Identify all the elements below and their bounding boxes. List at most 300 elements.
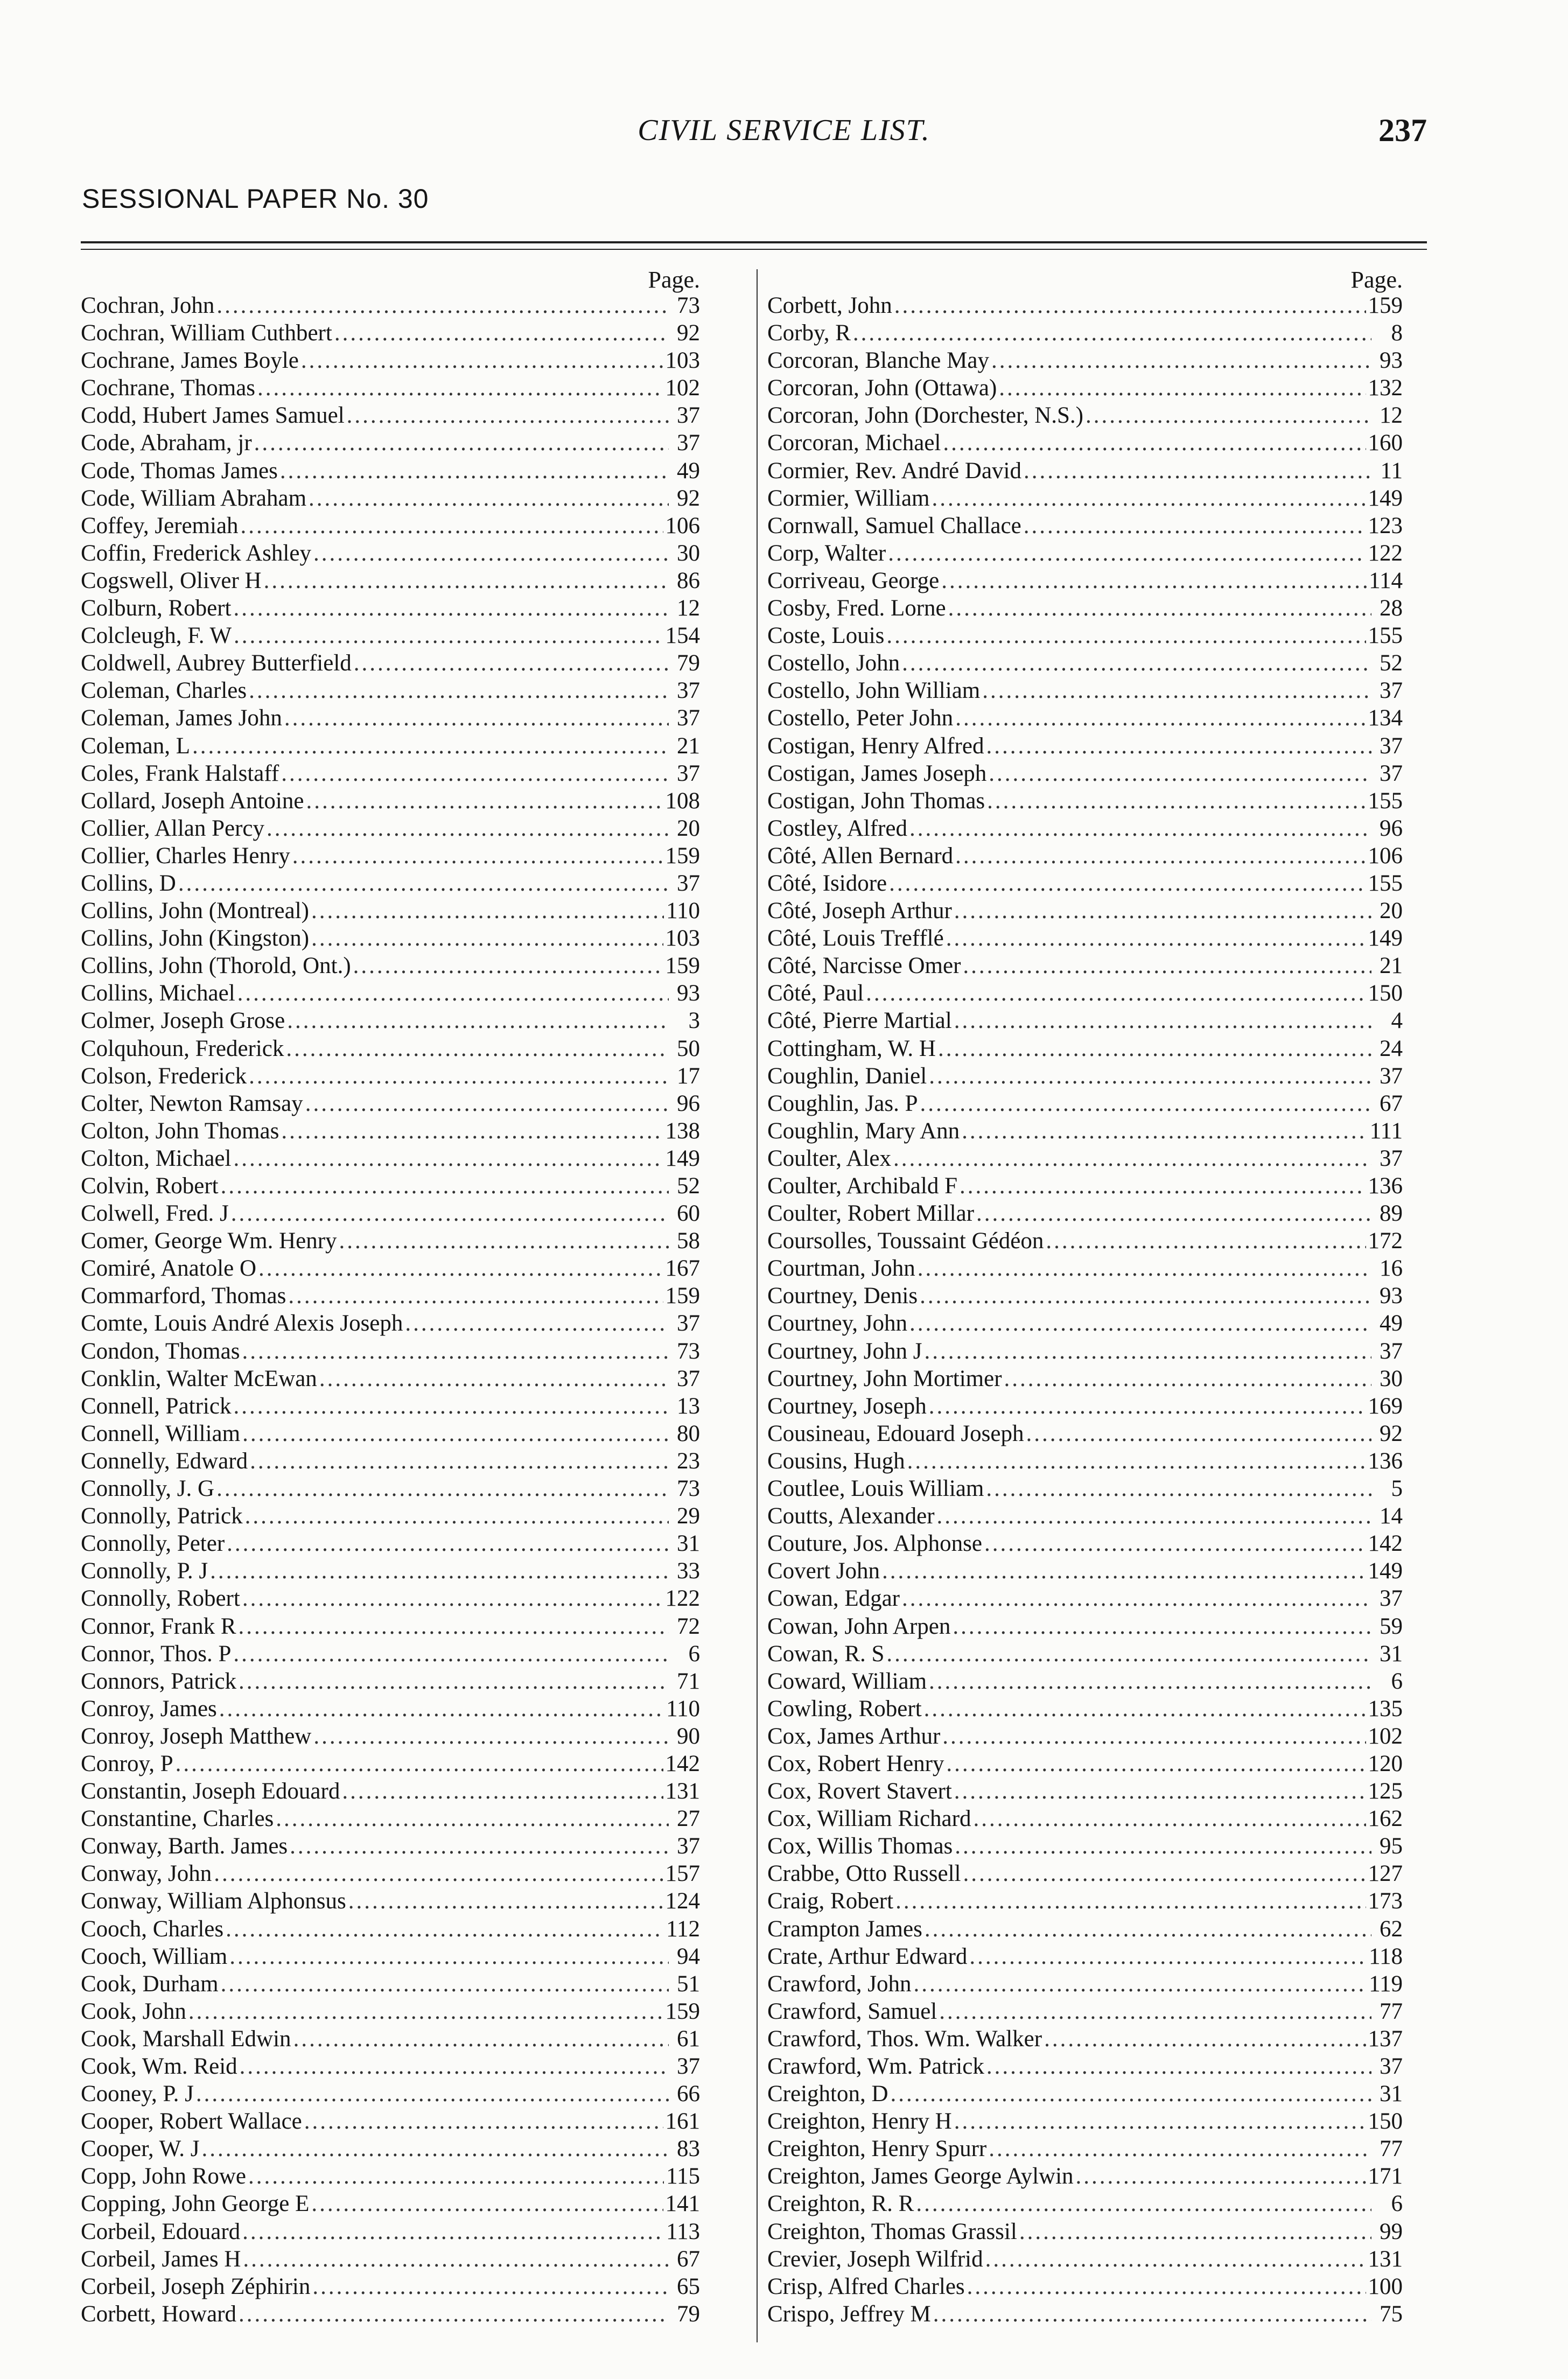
dot-leader [301, 347, 663, 374]
entry-name: Cox, James Arthur [767, 1723, 941, 1749]
entry-name: Coughlin, Mary Ann [767, 1118, 960, 1144]
entry-name: Cooper, W. J [81, 2136, 200, 2162]
dot-leader [348, 1887, 663, 1915]
entry-name: Cooper, Robert Wallace [81, 2109, 302, 2135]
entry-page: 141 [665, 2191, 700, 2217]
entry-name: Courtney, John [767, 1311, 907, 1337]
entry-page: 66 [677, 2081, 700, 2107]
entry-page: 31 [1380, 1641, 1403, 1667]
entry-name: Courtney, Denis [767, 1283, 918, 1309]
list-item [81, 1832, 700, 1860]
list-item [81, 540, 700, 567]
dot-leader [1086, 402, 1371, 429]
list-item [767, 2273, 1403, 2300]
entry-page: 37 [677, 403, 700, 429]
list-item [81, 594, 700, 622]
entry-name: Cox, William Richard [767, 1806, 971, 1832]
entry-page: 92 [677, 485, 700, 511]
entry-name: Constantine, Charles [81, 1806, 274, 1832]
entry-page: 155 [1368, 870, 1403, 896]
list-item [81, 1640, 700, 1668]
entry-name: Cook, Marshall Edwin [81, 2026, 291, 2052]
entry-page: 150 [1368, 2109, 1403, 2135]
entry-page: 122 [665, 1586, 700, 1612]
dot-leader [219, 1695, 664, 1723]
list-item [767, 1778, 1403, 1805]
entry-page: 8 [1391, 320, 1403, 346]
list-item [767, 2025, 1403, 2053]
entry-page: 123 [1368, 513, 1403, 538]
list-item [81, 870, 700, 897]
dot-leader [1076, 2163, 1366, 2190]
dot-leader [201, 2135, 669, 2163]
dot-leader [891, 2080, 1371, 2108]
entry-name: Connor, Thos. P [81, 1641, 232, 1667]
dot-leader [954, 1778, 1366, 1805]
dot-leader [924, 1338, 1371, 1365]
list-item [767, 567, 1403, 594]
entry-page: 167 [665, 1256, 700, 1282]
list-item [81, 1145, 700, 1172]
entry-name: Connor, Frank R [81, 1613, 236, 1639]
entry-name: Coward, William [767, 1668, 927, 1694]
dot-leader [243, 2245, 669, 2273]
list-item [81, 1778, 700, 1805]
entry-page: 136 [1368, 1448, 1403, 1474]
dot-leader [916, 2190, 1371, 2217]
entry-page: 159 [665, 953, 700, 979]
list-item [81, 925, 700, 952]
dot-leader [914, 1970, 1367, 1998]
list-item [767, 1062, 1403, 1090]
entry-page: 108 [665, 788, 700, 814]
dot-leader [1026, 1420, 1371, 1447]
entry-list [767, 292, 1403, 2328]
entry-page: 86 [677, 568, 700, 593]
entry-name: Crawford, Wm. Patrick [767, 2054, 984, 2079]
list-item [767, 2163, 1403, 2190]
entry-name: Corbett, Howard [81, 2301, 236, 2327]
entry-page: 49 [1380, 1311, 1403, 1337]
entry-name: Corcoran, Michael [767, 430, 941, 456]
dot-leader [962, 1117, 1368, 1145]
entry-name: Conklin, Walter McEwan [81, 1366, 317, 1391]
list-item [81, 1365, 700, 1393]
entry-name: Courtney, John Mortimer [767, 1366, 1002, 1391]
dot-leader [313, 540, 669, 567]
list-item [767, 2300, 1403, 2328]
dot-leader [929, 1393, 1366, 1420]
entry-page: 110 [666, 898, 700, 924]
header-rule-thin [81, 249, 1427, 250]
list-item [767, 1640, 1403, 1668]
dot-leader [229, 1943, 669, 1970]
entry-name: Coleman, Charles [81, 678, 247, 704]
entry-page: 161 [665, 2109, 700, 2135]
entry-page: 100 [1368, 2273, 1403, 2299]
dot-leader [342, 1778, 663, 1805]
list-item [767, 1585, 1403, 1612]
entry-page: 138 [665, 1118, 700, 1144]
dot-leader [909, 1310, 1371, 1337]
entry-page: 149 [1368, 1558, 1403, 1584]
dot-leader [969, 1943, 1367, 1970]
entry-page: 67 [1380, 1090, 1403, 1116]
entry-page: 106 [665, 513, 700, 538]
dot-leader [954, 1007, 1371, 1034]
entry-page: 16 [1380, 1256, 1403, 1282]
entry-page: 160 [1368, 430, 1403, 456]
list-item [767, 2135, 1403, 2163]
entry-page: 80 [677, 1421, 700, 1446]
list-item [81, 1530, 700, 1557]
entry-page: 119 [1369, 1971, 1403, 1997]
entry-page: 142 [665, 1751, 700, 1776]
entry-page: 159 [665, 1998, 700, 2024]
list-item [767, 1832, 1403, 1860]
dot-leader [894, 292, 1366, 319]
dot-leader [242, 1585, 663, 1612]
entry-page: 96 [677, 1090, 700, 1116]
list-item [767, 1255, 1403, 1282]
dot-leader [902, 649, 1371, 677]
entry-name: Collier, Allan Percy [81, 815, 265, 841]
dot-leader [929, 1668, 1371, 1695]
dot-leader [242, 2218, 664, 2245]
entry-name: Costley, Alfred [767, 815, 907, 841]
entry-name: Corcoran, John (Ottawa) [767, 375, 997, 401]
entry-name: Conway, William Alphonsus [81, 1888, 346, 1914]
list-item [767, 842, 1403, 870]
list-item [81, 2273, 700, 2300]
entry-page: 127 [1368, 1861, 1403, 1887]
entry-name: Colvin, Robert [81, 1173, 219, 1199]
list-item [81, 1970, 700, 1998]
dot-leader [216, 1475, 669, 1502]
entry-page: 112 [666, 1916, 700, 1942]
entry-name: Courtney, John J [767, 1338, 922, 1364]
entry-page: 24 [1380, 1035, 1403, 1061]
entry-page: 93 [1380, 1283, 1403, 1309]
dot-leader [955, 842, 1366, 870]
dot-leader [267, 815, 669, 842]
entry-page: 157 [665, 1861, 700, 1887]
dot-leader [250, 1447, 669, 1475]
list-item [81, 1943, 700, 1970]
entry-page: 90 [677, 1723, 700, 1749]
dot-leader [306, 787, 663, 815]
entry-name: Costello, Peter John [767, 705, 954, 731]
list-item [767, 1695, 1403, 1723]
list-item [767, 815, 1403, 842]
list-item [81, 292, 700, 319]
entry-page: 49 [677, 458, 700, 484]
entry-page: 60 [677, 1201, 700, 1227]
entry-page: 37 [677, 760, 700, 786]
entry-page: 154 [665, 623, 700, 649]
list-item [767, 1117, 1403, 1145]
entry-name: Creighton, Henry Spurr [767, 2136, 987, 2162]
entry-page: 37 [677, 1311, 700, 1337]
entry-name: Corp, Walter [767, 540, 886, 566]
entry-page: 12 [1380, 403, 1403, 429]
entry-page: 159 [1368, 293, 1403, 318]
entry-name: Coursolles, Toussaint Gédéon [767, 1228, 1044, 1254]
dot-leader [955, 704, 1366, 732]
list-item [81, 1090, 700, 1117]
dot-leader [939, 1998, 1371, 2025]
entry-name: Corcoran, Blanche May [767, 348, 989, 374]
list-item [81, 2163, 700, 2190]
entry-page: 103 [665, 926, 700, 951]
entry-page: 111 [1369, 1118, 1403, 1144]
entry-page: 75 [1380, 2301, 1403, 2327]
list-item [81, 1502, 700, 1530]
entry-name: Côté, Pierre Martial [767, 1008, 952, 1034]
entry-name: Cooney, P. J [81, 2081, 194, 2107]
list-item [767, 1998, 1403, 2025]
dot-leader [245, 1502, 669, 1530]
entry-page: 149 [1368, 485, 1403, 511]
dot-leader [339, 1227, 669, 1255]
list-item [81, 897, 700, 925]
entry-name: Côté, Narcisse Omer [767, 953, 961, 979]
entry-name: Crispo, Jeffrey M [767, 2301, 931, 2327]
list-item [81, 1117, 700, 1145]
list-item [81, 2300, 700, 2328]
entry-name: Couture, Jos. Alphonse [767, 1531, 982, 1557]
entry-name: Cousineau, Edouard Joseph [767, 1421, 1024, 1446]
entry-page: 52 [1380, 650, 1403, 676]
list-item [81, 2218, 700, 2245]
entry-page: 162 [1368, 1806, 1403, 1832]
dot-leader [353, 952, 663, 979]
list-item [81, 1613, 700, 1640]
list-item [81, 1227, 700, 1255]
list-item [767, 897, 1403, 925]
entry-name: Crevier, Joseph Wilfrid [767, 2246, 983, 2272]
entry-page: 37 [677, 430, 700, 456]
entry-name: Cook, John [81, 1998, 186, 2024]
header-rule-thick [81, 241, 1427, 243]
entry-name: Coleman, James John [81, 705, 282, 731]
dot-leader [1004, 1365, 1371, 1393]
list-item [767, 1172, 1403, 1200]
list-item [767, 1365, 1403, 1393]
list-item [81, 1695, 700, 1723]
dot-leader [943, 429, 1366, 457]
entry-page: 77 [1380, 2136, 1403, 2162]
entry-page: 37 [1380, 1586, 1403, 1612]
dot-leader [1044, 2025, 1366, 2053]
list-item [81, 2108, 700, 2135]
dot-leader [948, 594, 1371, 622]
dot-leader [305, 1090, 669, 1117]
dot-leader [286, 1035, 669, 1062]
list-item [767, 1723, 1403, 1750]
entry-page: 37 [677, 705, 700, 731]
entry-page: 6 [1391, 1668, 1403, 1694]
dot-leader [933, 2300, 1371, 2328]
entry-name: Coleman, L [81, 733, 191, 759]
entry-name: Côté, Isidore [767, 870, 887, 896]
entry-name: Colcleugh, F. W [81, 623, 232, 649]
dot-leader [907, 1447, 1366, 1475]
entry-page: 17 [677, 1063, 700, 1089]
entry-name: Creighton, James George Aylwin [767, 2164, 1074, 2189]
entry-name: Colter, Newton Ramsay [81, 1090, 303, 1116]
list-item [767, 1447, 1403, 1475]
entry-name: Creighton, Thomas Grassil [767, 2219, 1017, 2244]
entry-name: Collins, John (Montreal) [81, 898, 309, 924]
entry-page: 137 [1368, 2026, 1403, 2052]
dot-leader [986, 1475, 1371, 1502]
entry-page: 120 [1368, 1751, 1403, 1776]
entry-page: 136 [1368, 1173, 1403, 1199]
dot-leader [226, 1915, 664, 1943]
page-column-heading: Page. [1350, 267, 1403, 293]
entry-name: Corbeil, James H [81, 2246, 241, 2272]
list-item [767, 1887, 1403, 1915]
entry-name: Courtman, John [767, 1256, 915, 1282]
entry-page: 37 [1380, 760, 1403, 786]
dot-leader [258, 1255, 663, 1282]
entry-name: Crawford, John [767, 1971, 912, 1997]
dot-leader [1019, 2218, 1371, 2245]
page-column-heading: Page. [648, 267, 700, 293]
dot-leader [221, 1172, 669, 1200]
entry-name: Cochrane, James Boyle [81, 348, 299, 374]
list-item [81, 319, 700, 347]
entry-name: Connolly, Patrick [81, 1503, 243, 1529]
dot-leader [227, 1530, 669, 1557]
entry-page: 159 [665, 1283, 700, 1309]
list-item [81, 402, 700, 429]
dot-leader [405, 1310, 669, 1337]
entry-page: 150 [1368, 981, 1403, 1006]
sessional-paper-label: SESSIONAL PAPER No. 30 [82, 184, 429, 214]
list-item [81, 1255, 700, 1282]
dot-leader [311, 2190, 663, 2217]
dot-leader [242, 1338, 669, 1365]
list-item [767, 622, 1403, 649]
list-item [767, 1035, 1403, 1062]
list-item [767, 1943, 1403, 1970]
dot-leader [924, 1695, 1366, 1723]
entry-name: Creighton, D [767, 2081, 888, 2107]
entry-page: 149 [1368, 926, 1403, 951]
dot-leader [999, 374, 1366, 402]
entry-name: Collins, John (Kingston) [81, 926, 310, 951]
entry-name: Commarford, Thomas [81, 1283, 286, 1309]
list-item [81, 1723, 700, 1750]
entry-name: Côté, Joseph Arthur [767, 898, 952, 924]
dot-leader [1024, 457, 1371, 485]
entry-page: 92 [1380, 1421, 1403, 1446]
list-item [81, 512, 700, 540]
dot-leader [248, 2163, 664, 2190]
entry-name: Colton, John Thomas [81, 1118, 279, 1144]
dot-leader [986, 732, 1371, 760]
entry-page: 50 [677, 1035, 700, 1061]
entry-name: Collard, Joseph Antoine [81, 788, 304, 814]
dot-leader [240, 2053, 669, 2080]
entry-page: 37 [1380, 2054, 1403, 2079]
entry-page: 65 [677, 2273, 700, 2299]
dot-leader [192, 732, 669, 760]
entry-list [81, 292, 700, 2328]
list-item [767, 732, 1403, 760]
list-item [81, 760, 700, 787]
entry-page: 95 [1380, 1834, 1403, 1859]
dot-leader [937, 1502, 1371, 1530]
dot-leader [967, 2273, 1366, 2300]
entry-page: 73 [677, 293, 700, 318]
list-item [767, 512, 1403, 540]
list-item [767, 2190, 1403, 2217]
list-item [767, 594, 1403, 622]
list-item [767, 1557, 1403, 1585]
entry-name: Costigan, James Joseph [767, 760, 987, 786]
entry-name: Coste, Louis [767, 623, 885, 649]
dot-leader [1024, 512, 1366, 540]
dot-leader [986, 2053, 1371, 2080]
entry-page: 149 [665, 1145, 700, 1171]
entry-page: 30 [677, 540, 700, 566]
entry-page: 93 [1380, 348, 1403, 374]
entry-name: Copping, John George E [81, 2191, 310, 2217]
entry-page: 33 [677, 1558, 700, 1584]
list-item [81, 1805, 700, 1832]
dot-leader [354, 649, 669, 677]
list-item [81, 1007, 700, 1034]
entry-page: 3 [688, 1008, 700, 1034]
entry-name: Cormier, Rev. André David [767, 458, 1021, 484]
entry-page: 73 [677, 1338, 700, 1364]
running-title: CIVIL SERVICE LIST. [638, 114, 930, 147]
entry-name: Colquhoun, Frederick [81, 1035, 284, 1061]
entry-page: 89 [1380, 1201, 1403, 1227]
entry-page: 142 [1368, 1531, 1403, 1557]
entry-page: 51 [677, 1971, 700, 1997]
dot-leader [882, 1557, 1366, 1585]
entry-name: Comte, Louis André Alexis Joseph [81, 1311, 403, 1337]
entry-name: Coffey, Jeremiah [81, 513, 239, 538]
column-divider [757, 269, 758, 2342]
list-item [767, 2080, 1403, 2108]
list-item [767, 677, 1403, 704]
list-item [81, 1585, 700, 1612]
entry-page: 115 [666, 2164, 700, 2189]
dot-leader [960, 1172, 1366, 1200]
entry-name: Coutts, Alexander [767, 1503, 935, 1529]
dot-leader [237, 979, 669, 1007]
list-item [767, 1750, 1403, 1778]
entry-page: 110 [666, 1696, 700, 1722]
entry-name: Connors, Patrick [81, 1668, 237, 1694]
entry-name: Corbeil, Joseph Zéphirin [81, 2273, 311, 2299]
entry-page: 6 [688, 1641, 700, 1667]
dot-leader [989, 760, 1371, 787]
entry-page: 106 [1368, 843, 1403, 869]
list-item [81, 649, 700, 677]
dot-leader [1046, 1227, 1366, 1255]
dot-leader [233, 594, 669, 622]
entry-page: 94 [677, 1943, 700, 1969]
dot-leader [319, 1365, 669, 1393]
entry-page: 93 [677, 981, 700, 1006]
dot-leader [866, 979, 1366, 1007]
